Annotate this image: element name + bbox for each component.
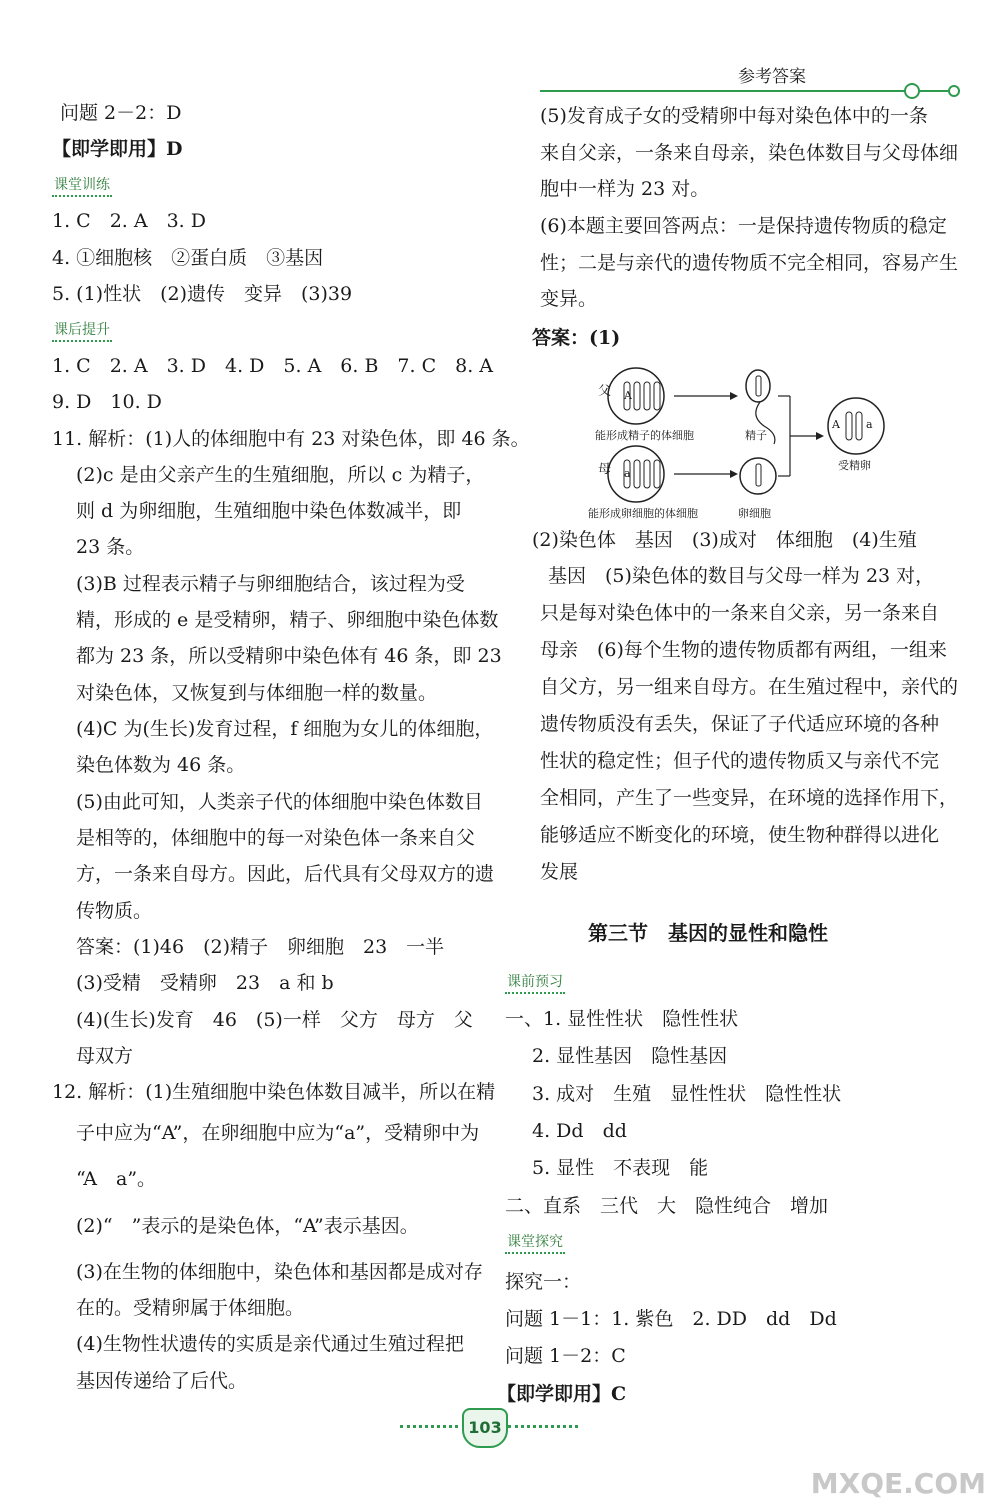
left-line: (3)受精 受精卵 23 a 和 b xyxy=(76,972,334,994)
left-line: 是相等的，体细胞中的每一对染色体一条来自父 xyxy=(76,827,476,849)
right-line: 只是每对染色体中的一条来自父亲，另一条来自 xyxy=(540,602,940,624)
left-line: (2)“ ”表示的是染色体，“A”表示基因。 xyxy=(76,1215,419,1237)
left-line: 1. C 2. A 3. D xyxy=(52,210,206,232)
left-line: 精，形成的 e 是受精卵，精子、卵细胞中染色体数 xyxy=(76,609,499,631)
page-number: 103 xyxy=(462,1408,508,1448)
left-line: 方，一条来自母方。因此，后代具有父母双方的遗 xyxy=(76,863,495,885)
right-line: 4. Dd dd xyxy=(532,1120,627,1142)
mother-cell-shape xyxy=(608,446,664,502)
diagram-mother-label: 母 xyxy=(598,462,612,477)
left-line: “A a”。 xyxy=(76,1168,157,1190)
header-title: 参考答案 xyxy=(738,67,806,87)
section-tag: 课后提升 xyxy=(52,320,112,342)
left-line: 基因传递给了后代。 xyxy=(76,1370,248,1392)
section-tag: 课堂训练 xyxy=(52,175,112,197)
left-line: (3)B 过程表示精子与卵细胞结合，该过程为受 xyxy=(76,573,465,595)
right-line: 母亲 (6)每个生物的遗传物质都有两组，一组来 xyxy=(540,639,947,661)
right-line: 探究一： xyxy=(505,1271,582,1293)
left-line: 答案：(1)46 (2)精子 卵细胞 23 一半 xyxy=(76,936,445,958)
footer-dots-right xyxy=(508,1425,578,1428)
left-line: 母双方 xyxy=(76,1045,134,1067)
left-line: 则 d 为卵细胞，生殖细胞中染色体数减半，即 xyxy=(76,500,462,522)
header-ornament xyxy=(904,83,920,99)
right-line: 5. 显性 不表现 能 xyxy=(532,1157,709,1179)
left-line: (5)由此可知，人类亲子代的体细胞中染色体数目 xyxy=(76,791,483,813)
right-line: 【即学即用】C xyxy=(497,1383,627,1405)
right-line: 能够适应不断变化的环境，使生物种群得以进化 xyxy=(540,824,940,846)
diagram-father-cell-caption: 能形成精子的体细胞 xyxy=(595,429,694,442)
left-line: (2)c 是由父亲产生的生殖细胞，所以 c 为精子， xyxy=(76,464,485,486)
section-tag: 课前预习 xyxy=(505,972,565,994)
left-line: 传物质。 xyxy=(76,900,153,922)
right-line: 胞中一样为 23 对。 xyxy=(540,178,710,200)
right-line: 答案：(1) xyxy=(532,327,621,349)
right-line: 二、直系 三代 大 隐性纯合 增加 xyxy=(505,1195,829,1217)
father-cell-shape xyxy=(608,368,664,424)
left-line: 1. C 2. A 3. D 4. D 5. A 6. B 7. C 8. A xyxy=(52,355,494,377)
left-line: (4)C 为(生长)发育过程，f 细胞为女儿的体细胞， xyxy=(76,718,494,740)
header-rule xyxy=(540,90,912,92)
right-line: (6)本题主要回答两点：一是保持遗传物质的稳定 xyxy=(540,215,947,237)
header-ornament-small xyxy=(948,85,960,97)
diagram-gene-a-zygote: a xyxy=(866,418,873,431)
right-line: (2)染色体 基因 (3)成对 体细胞 (4)生殖 xyxy=(532,529,917,551)
left-line: 都为 23 条，所以受精卵中染色体有 46 条，即 23 xyxy=(76,645,502,667)
right-line: 性状的稳定性；但子代的遗传物质又与亲代不完 xyxy=(540,750,940,772)
left-line: 对染色体，又恢复到与体细胞一样的数量。 xyxy=(76,682,438,704)
right-line: 问题 1－1：1. 紫色 2. DD dd Dd xyxy=(505,1308,837,1330)
diagram-father-label: 父 xyxy=(598,384,612,399)
left-line: 12. 解析：(1)生殖细胞中染色体数目减半，所以在精 xyxy=(52,1081,496,1103)
left-line: 9. D 10. D xyxy=(52,391,162,413)
diagram-gene-A-father: A xyxy=(624,389,632,402)
watermark-logo: MXQE.COM xyxy=(810,1467,986,1500)
right-line: 发展 xyxy=(540,861,579,883)
left-line: 5. (1)性状 (2)遗传 变异 (3)39 xyxy=(52,283,353,305)
left-line: 子中应为“A”，在卵细胞中应为“a”，受精卵中为 xyxy=(76,1122,480,1144)
diagram-gene-A-zygote: A xyxy=(832,418,840,431)
left-line: 在的。受精卵属于体细胞。 xyxy=(76,1297,305,1319)
right-line: 来自父亲，一条来自母亲，染色体数目与父母体细 xyxy=(540,142,959,164)
diagram-sperm-caption: 精子 xyxy=(745,429,767,442)
left-line: (4)生物性状遗传的实质是亲代通过生殖过程把 xyxy=(76,1333,464,1355)
right-line: 性；二是与亲代的遗传物质不完全相同，容易产生 xyxy=(540,252,959,274)
left-line: 11. 解析：(1)人的体细胞中有 23 对染色体，即 46 条。 xyxy=(52,428,530,450)
section-title: 第三节 基因的显性和隐性 xyxy=(588,921,828,945)
diagram-mother-cell-caption: 能形成卵细胞的体细胞 xyxy=(588,507,698,520)
egg-shape xyxy=(740,458,776,494)
right-line: 自父方，另一组来自母方。在生殖过程中，亲代的 xyxy=(540,676,959,698)
right-line: 3. 成对 生殖 显性性状 隐性性状 xyxy=(532,1083,842,1105)
right-line: 问题 1－2：C xyxy=(505,1345,626,1367)
diagram-zygote-caption: 受精卵 xyxy=(838,459,871,472)
left-line: 4. ①细胞核 ②蛋白质 ③基因 xyxy=(52,247,324,269)
right-line: 基因 (5)染色体的数目与父母一样为 23 对， xyxy=(548,565,935,587)
left-line: 【即学即用】D xyxy=(52,138,183,160)
right-line: 2. 显性基因 隐性基因 xyxy=(532,1045,728,1067)
left-line: 问题 2－2：D xyxy=(60,102,182,124)
right-line: 变异。 xyxy=(540,288,598,310)
diagram-gene-a-mother: a xyxy=(624,467,631,480)
left-line: 23 条。 xyxy=(76,536,145,558)
right-line: 全相同，产生了一些变异，在环境的选择作用下， xyxy=(540,787,959,809)
right-line: (5)发育成子女的受精卵中每对染色体中的一条 xyxy=(540,105,928,127)
right-line: 遗传物质没有丢失，保证了子代适应环境的各种 xyxy=(540,713,940,735)
diagram-egg-caption: 卵细胞 xyxy=(738,507,771,520)
left-line: (3)在生物的体细胞中，染色体和基因都是成对存 xyxy=(76,1261,483,1283)
section-tag: 课堂探究 xyxy=(505,1232,565,1254)
right-line: 一、1. 显性性状 隐性性状 xyxy=(505,1008,739,1030)
header-rule-end xyxy=(918,90,948,92)
footer-dots-left xyxy=(400,1425,458,1428)
left-line: (4)(生长)发育 46 (5)一样 父方 母方 父 xyxy=(76,1009,473,1031)
left-line: 染色体数为 46 条。 xyxy=(76,754,246,776)
